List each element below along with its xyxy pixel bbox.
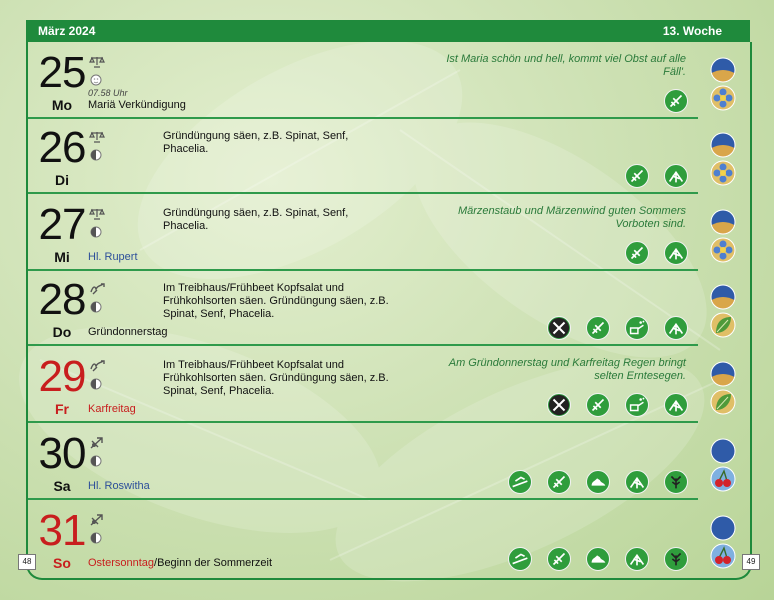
sky-icon — [710, 284, 736, 310]
flower-icon — [710, 237, 736, 263]
activity-badge — [547, 393, 571, 417]
scorpio-icon — [89, 359, 105, 373]
leaf-icon — [710, 389, 736, 415]
saint-name — [88, 403, 136, 415]
plant-icon — [665, 317, 687, 339]
moon-full-icon — [90, 74, 102, 86]
activity-icons — [508, 547, 688, 573]
moon-waning-icon — [90, 455, 102, 467]
activity-badge — [664, 89, 688, 113]
weekday: Sa — [53, 478, 71, 494]
activity-icons — [547, 316, 688, 342]
prune-icon — [665, 471, 687, 493]
page-header — [26, 20, 750, 42]
row-divider — [28, 421, 698, 423]
moon-waning-icon — [90, 149, 102, 161]
activity-badge — [664, 547, 688, 571]
saint-name-text: Mariä Verkündigung — [88, 99, 186, 111]
saint-name — [88, 99, 186, 111]
activity-badge — [625, 316, 649, 340]
day-row — [28, 424, 750, 500]
activity-badge — [664, 470, 688, 494]
sky-blue-icon — [710, 438, 736, 464]
moon-waning-icon — [90, 226, 102, 238]
sagittarius-icon — [89, 513, 105, 527]
activity-badge — [547, 470, 571, 494]
saint-name — [88, 557, 272, 569]
no-work-icon — [548, 317, 570, 339]
sky-blue-icon — [710, 515, 736, 541]
weekday: Do — [52, 324, 72, 340]
leaf-icon — [710, 312, 736, 338]
week-number: 13. Woche — [662, 24, 722, 38]
flower-icon — [710, 160, 736, 186]
plant-icon — [665, 242, 687, 264]
moon-waning-icon — [90, 378, 102, 390]
weather-proverb: Am Gründonnerstag und Karfreitag Regen bringt selten Erntesegen. — [448, 357, 686, 382]
cherry-icon — [710, 543, 736, 569]
libra-icon — [89, 207, 105, 221]
activity-badge — [508, 547, 532, 571]
day-number: 29 — [38, 352, 86, 401]
day-number: 26 — [38, 123, 86, 172]
moon-time: 07.58 Uhr — [88, 88, 128, 98]
day-number: 28 — [38, 275, 86, 324]
plant-icon — [665, 394, 687, 416]
watering-icon — [626, 317, 648, 339]
day-number: 31 — [38, 506, 86, 555]
saint-name-text: Hl. Roswitha — [88, 480, 150, 492]
day-row — [28, 501, 750, 577]
scorpio-icon — [89, 282, 105, 296]
sow-icon — [626, 242, 648, 264]
weather-proverb: Märzenstaub und Märzenwind guten Sommers Vorboten sind. — [457, 205, 686, 230]
garden-task: Gründüngung säen, z.B. Spinat, Senf, Phacelia. — [163, 207, 349, 232]
sow-icon — [587, 394, 609, 416]
saint-name-extra: /Beginn der Sommerzeit — [154, 557, 273, 569]
activity-icons — [508, 470, 688, 496]
moon-waning-icon — [90, 532, 102, 544]
activity-badge — [547, 316, 571, 340]
page-number-right: 49 — [742, 554, 760, 570]
sow-icon — [665, 90, 687, 112]
weather-proverb: Ist Maria schön und hell, kommt viel Obst auf alle Fäll'. — [446, 53, 686, 78]
sow-icon — [548, 548, 570, 570]
harvest-icon — [509, 548, 531, 570]
activity-badge — [625, 164, 649, 188]
row-divider — [28, 344, 698, 346]
no-work-icon — [548, 394, 570, 416]
page-number-left: 48 — [18, 554, 36, 570]
sky-icon — [710, 57, 736, 83]
saint-name-text: Ostersonntag — [88, 557, 155, 569]
row-divider — [28, 498, 698, 500]
month-title: März 2024 — [38, 24, 96, 38]
sky-icon — [710, 132, 736, 158]
activity-badge — [625, 547, 649, 571]
saint-name-text: Karfreitag — [88, 403, 136, 415]
sow-icon — [587, 317, 609, 339]
day-number: 27 — [38, 200, 86, 249]
activity-badge — [586, 316, 610, 340]
day-row — [28, 118, 750, 194]
activity-icons — [625, 241, 688, 267]
weekday: So — [53, 555, 71, 571]
shoe-icon — [587, 471, 609, 493]
activity-badge — [586, 547, 610, 571]
harvest-icon — [509, 471, 531, 493]
activity-badge — [625, 241, 649, 265]
saint-name — [88, 251, 138, 263]
garden-task: Im Treibhaus/Frühbeet Kopfsalat und Frühkohlsorten säen. Gründüngung säen, z.B. Spinat, Senf, Phacelia. — [163, 282, 389, 320]
day-number: 25 — [38, 48, 86, 97]
watering-icon — [626, 394, 648, 416]
activity-badge — [625, 393, 649, 417]
garden-task: Im Treibhaus/Frühbeet Kopfsalat und Frühkohlsorten säen. Gründüngung säen, z.B. Spinat, Senf, Phacelia. — [163, 359, 389, 397]
moon-waning-icon — [90, 301, 102, 313]
activity-icons — [664, 89, 688, 115]
day-row — [28, 195, 750, 271]
sky-icon — [710, 209, 736, 235]
activity-icons — [547, 393, 688, 419]
saint-name — [88, 326, 168, 338]
activity-badge — [625, 470, 649, 494]
activity-badge — [664, 316, 688, 340]
day-number: 30 — [38, 429, 86, 478]
weekday: Di — [55, 172, 69, 188]
cherry-icon — [710, 466, 736, 492]
garden-task: Gründüngung säen, z.B. Spinat, Senf, Phacelia. — [163, 130, 349, 155]
activity-badge — [664, 393, 688, 417]
flower-icon — [710, 85, 736, 111]
activity-badge — [547, 547, 571, 571]
day-row — [28, 270, 750, 346]
shoe-icon — [587, 548, 609, 570]
activity-badge — [508, 470, 532, 494]
activity-badge — [664, 164, 688, 188]
row-divider — [28, 192, 698, 194]
activity-icons — [625, 164, 688, 190]
plant-icon — [665, 165, 687, 187]
activity-badge — [586, 393, 610, 417]
prune-icon — [665, 548, 687, 570]
day-row — [28, 43, 750, 119]
sky-icon — [710, 361, 736, 387]
activity-badge — [586, 470, 610, 494]
libra-icon — [89, 130, 105, 144]
sow-icon — [626, 165, 648, 187]
weekday: Mi — [54, 249, 70, 265]
plant-icon — [626, 471, 648, 493]
libra-icon — [89, 55, 105, 69]
saint-name-text: Gründonnerstag — [88, 326, 168, 338]
weekday: Fr — [55, 401, 69, 417]
weekday: Mo — [51, 97, 73, 113]
saint-name-text: Hl. Rupert — [88, 251, 138, 263]
sagittarius-icon — [89, 436, 105, 450]
plant-icon — [626, 548, 648, 570]
saint-name — [88, 480, 150, 492]
day-row — [28, 347, 750, 423]
sow-icon — [548, 471, 570, 493]
activity-badge — [664, 241, 688, 265]
